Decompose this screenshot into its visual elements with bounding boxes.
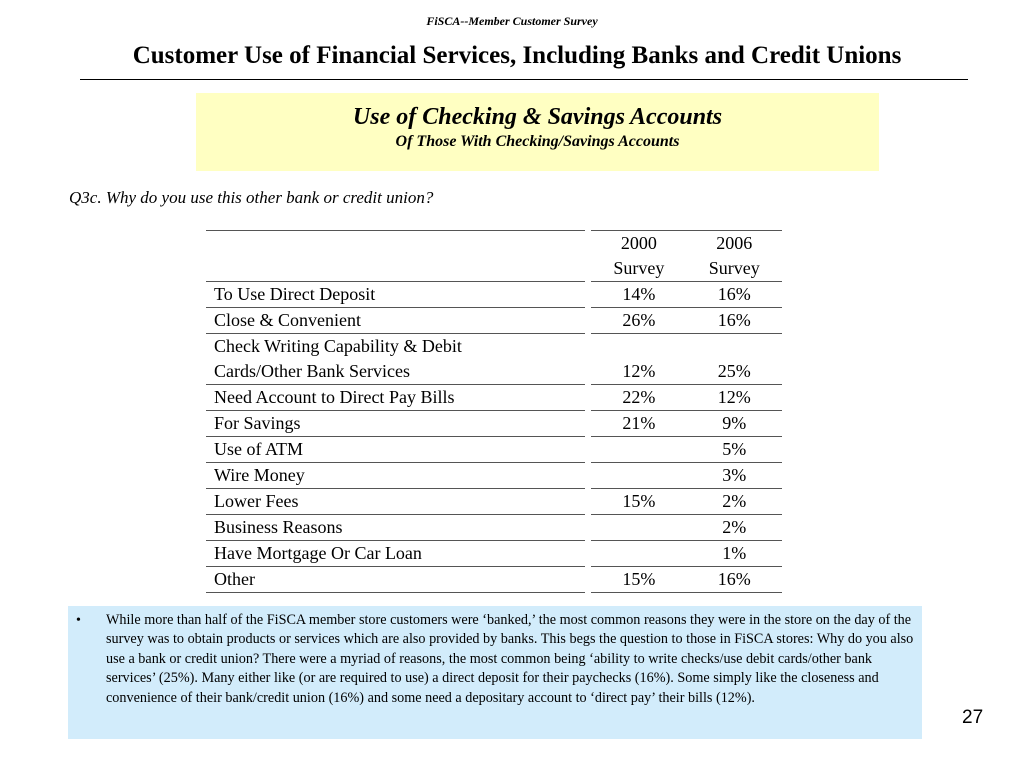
table-row [206,567,782,593]
table-row [206,308,782,334]
row-label: Business Reasons [206,515,588,541]
value-2000 [588,463,686,489]
table-row [206,282,782,308]
column-header-2000 [588,231,686,282]
page-title: Customer Use of Financial Services, Including Banks and Credit Unions [132,42,902,69]
column-header-2000-survey: Survey [613,258,665,278]
value-2000: 22% [588,385,686,411]
table-row [206,463,782,489]
row-label: Use of ATM [206,437,588,463]
table-row [206,411,782,437]
table-row [206,437,782,463]
row-label: Lower Fees [206,489,588,515]
table-row [206,334,782,385]
page-number: 27 [962,707,984,728]
column-header-2006 [687,231,782,282]
value-2006: 5% [687,437,782,463]
row-label-line-2: Cards/Other Bank Services [214,361,410,381]
section-heading-box [196,93,879,171]
title-divider [80,79,968,80]
value-2000: 14% [588,282,686,308]
results-table [206,230,782,593]
value-2006: 3% [687,463,782,489]
row-label: Have Mortgage Or Car Loan [206,541,588,567]
survey-question: Q3c. Why do you use this other bank or credit union? [69,188,434,207]
table-row [206,385,782,411]
row-label: Need Account to Direct Pay Bills [206,385,588,411]
header-label-cell [206,231,588,282]
commentary-box [68,606,922,739]
value-2006: 2% [687,515,782,541]
table-row [206,489,782,515]
column-header-2006-survey: Survey [708,258,760,278]
table-row [206,515,782,541]
section-subtitle: Of Those With Checking/Savings Accounts [395,133,680,150]
value-2000: 15% [588,567,686,593]
value-2006: 16% [687,282,782,308]
value-2006: 16% [687,567,782,593]
value-2000: 15% [588,489,686,515]
commentary-text: While more than half of the FiSCA member store customers were ‘banked,’ the most common reasons they were in the store on the day of the survey was to obtain products or services which are also provided by banks. This begs the question to those in FiSCA stores: Why do you also use a bank or credit union? There were a myriad of reasons, the most common being ‘ability to write checks/use debit cards/other bank services’ (25%). Many either like (or are required to use) a direct deposit for their paychecks (16%). Some simply like the closeness and convenience of their bank/credit union (16%) and some need a depositary account to ‘direct pay’ their bills (12%). [106,612,914,706]
value-2006: 9% [687,411,782,437]
value-2000 [588,437,686,463]
value-2000: 26% [588,308,686,334]
table-row [206,541,782,567]
value-2000 [588,515,686,541]
value-2006: 2% [687,489,782,515]
row-label [206,334,588,385]
header-subtitle: FiSCA--Member Customer Survey [426,14,598,28]
column-header-2000-year: 2000 [620,233,657,253]
table-header-row [206,231,782,282]
value-2006: 1% [687,541,782,567]
value-2006: 12% [687,385,782,411]
column-header-2006-year: 2006 [716,233,753,253]
row-label: Close & Convenient [206,308,588,334]
row-label-line-1: Check Writing Capability & Debit [214,336,462,356]
bullet-point: • [76,613,81,628]
value-2000: 21% [588,411,686,437]
value-2006: 25% [687,334,782,385]
row-label: For Savings [206,411,588,437]
value-2000: 12% [588,334,686,385]
value-2000 [588,541,686,567]
row-label: Other [206,567,588,593]
row-label: Wire Money [206,463,588,489]
section-title: Use of Checking & Savings Accounts [352,104,723,130]
value-2006: 16% [687,308,782,334]
row-label: To Use Direct Deposit [206,282,588,308]
